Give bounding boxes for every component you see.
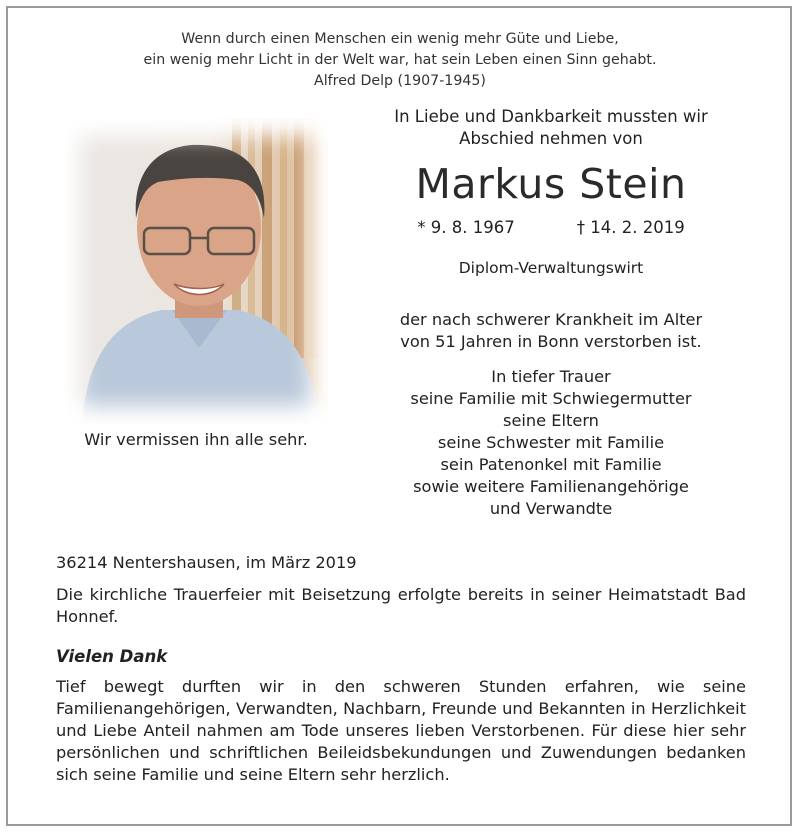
quote-block (0, 29, 800, 92)
life-dates (352, 218, 750, 237)
passing-text (352, 309, 750, 353)
photo-caption: Wir vermissen ihn alle sehr. (84, 430, 308, 449)
mourner-line: seine Schwester mit Familie (437, 433, 665, 452)
place-date: 36214 Nentershausen, im März 2019 (56, 553, 357, 572)
mourner-line: sowie weitere Familienangehörige (413, 477, 689, 496)
mourner-line: sein Patenonkel mit Familie (440, 455, 662, 474)
thanks-title: Vielen Dank (56, 647, 168, 666)
quote-author: Alfred Delp (1907-1945) (314, 73, 486, 89)
profession: Diplom-Verwaltungswirt (458, 259, 644, 277)
mourners-list (352, 366, 750, 520)
deceased-name: Markus Stein (415, 160, 687, 208)
quote-line: Wenn durch einen Menschen ein wenig mehr Güte und Liebe, (181, 31, 619, 47)
mourner-line: seine Familie mit Schwiegermutter (410, 389, 692, 408)
funeral-notice: Die kirchliche Trauerfeier mit Beisetzung erfolgte bereits in seiner Heimatstadt Bad Honnef. (56, 585, 746, 626)
mourner-line: und Verwandte (489, 499, 613, 518)
mourner-line: seine Eltern (503, 411, 599, 430)
intro-line: In Liebe und Dankbarkeit mussten wir (394, 107, 708, 126)
mourners-heading: In tiefer Trauer (491, 367, 611, 386)
quote-line: ein wenig mehr Licht in der Welt war, hat sein Leben einen Sinn gehabt. (143, 52, 657, 68)
thanks-text: Tief bewegt durften wir in den schweren Stunden erfahren, wie seine Familienangehörigen, Verwandten, Nachbarn, Freunde und Bekannten in Herzlichkeit und Liebe Anteil nahmen am Tode unseres lieben Verstorbenen. Für diese hier sehr persönlichen und schriftlichen Beileidsbekundungen und Zuwendungen bedanken sich seine Familie und seine Eltern sehr herzlich. (56, 677, 746, 784)
passing-line: von 51 Jahren in Bonn verstorben ist. (400, 332, 702, 351)
portrait-photo (62, 118, 328, 424)
birth-date: * 9. 8. 1967 (417, 218, 515, 237)
intro-line: Abschied nehmen von (459, 129, 643, 148)
intro-text (352, 106, 750, 150)
passing-line: der nach schwerer Krankheit im Alter (399, 310, 703, 329)
death-date: † 14. 2. 2019 (576, 218, 685, 237)
